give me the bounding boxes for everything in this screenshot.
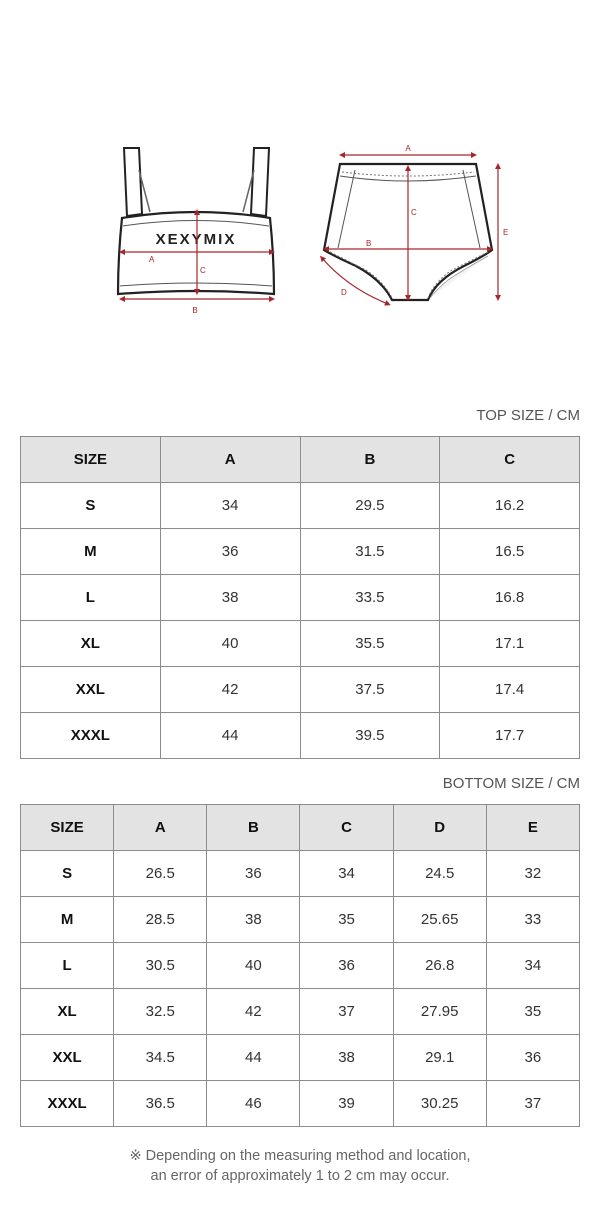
table-cell: 44 bbox=[160, 713, 300, 759]
size-cell: S bbox=[21, 483, 161, 529]
table-cell: 40 bbox=[160, 621, 300, 667]
table-cell: 46 bbox=[207, 1081, 300, 1127]
top-size-caption: TOP SIZE / CM bbox=[476, 407, 580, 424]
table-row bbox=[21, 989, 580, 1035]
table-cell: 24.5 bbox=[393, 851, 486, 897]
column-header: A bbox=[160, 437, 300, 483]
table-cell: 37 bbox=[486, 1081, 579, 1127]
table-row bbox=[21, 713, 580, 759]
table-cell: 42 bbox=[160, 667, 300, 713]
table-cell: 16.8 bbox=[440, 575, 580, 621]
table-cell: 36 bbox=[486, 1035, 579, 1081]
table-cell: 34 bbox=[486, 943, 579, 989]
table-cell: 35 bbox=[486, 989, 579, 1035]
top-label-b: B bbox=[192, 306, 198, 315]
table-cell: 35.5 bbox=[300, 621, 440, 667]
measurement-note bbox=[0, 1146, 600, 1186]
table-row bbox=[21, 897, 580, 943]
table-cell: 36.5 bbox=[114, 1081, 207, 1127]
size-cell: L bbox=[21, 943, 114, 989]
bottom-label-a: A bbox=[405, 144, 411, 153]
column-header: B bbox=[300, 437, 440, 483]
table-row bbox=[21, 1035, 580, 1081]
table-cell: 36 bbox=[160, 529, 300, 575]
table-cell: 16.5 bbox=[440, 529, 580, 575]
table-cell: 26.5 bbox=[114, 851, 207, 897]
table-row bbox=[21, 851, 580, 897]
table-row bbox=[21, 529, 580, 575]
size-cell: M bbox=[21, 897, 114, 943]
table-cell: 27.95 bbox=[393, 989, 486, 1035]
column-header: D bbox=[393, 805, 486, 851]
column-header: B bbox=[207, 805, 300, 851]
column-header: A bbox=[114, 805, 207, 851]
size-cell: XXL bbox=[21, 667, 161, 713]
table-cell: 34.5 bbox=[114, 1035, 207, 1081]
table-header-row bbox=[21, 437, 580, 483]
table-cell: 34 bbox=[300, 851, 393, 897]
size-cell: XL bbox=[21, 989, 114, 1035]
table-cell: 28.5 bbox=[114, 897, 207, 943]
table-cell: 38 bbox=[300, 1035, 393, 1081]
bottom-size-caption: BOTTOM SIZE / CM bbox=[442, 775, 580, 792]
table-cell: 38 bbox=[160, 575, 300, 621]
table-cell: 40 bbox=[207, 943, 300, 989]
table-cell: 30.5 bbox=[114, 943, 207, 989]
table-cell: 29.1 bbox=[393, 1035, 486, 1081]
table-cell: 44 bbox=[207, 1035, 300, 1081]
brand-logo: XEXYMIX bbox=[155, 231, 237, 248]
table-cell: 36 bbox=[207, 851, 300, 897]
table-header-row bbox=[21, 805, 580, 851]
column-header: E bbox=[486, 805, 579, 851]
table-cell: 33 bbox=[486, 897, 579, 943]
table-cell: 17.7 bbox=[440, 713, 580, 759]
bottom-label-b: B bbox=[366, 239, 372, 248]
table-cell: 17.1 bbox=[440, 621, 580, 667]
column-header: C bbox=[300, 805, 393, 851]
table-cell: 35 bbox=[300, 897, 393, 943]
table-cell: 30.25 bbox=[393, 1081, 486, 1127]
size-cell: S bbox=[21, 851, 114, 897]
table-cell: 33.5 bbox=[300, 575, 440, 621]
table-cell: 26.8 bbox=[393, 943, 486, 989]
table-cell: 17.4 bbox=[440, 667, 580, 713]
table-cell: 16.2 bbox=[440, 483, 580, 529]
size-cell: L bbox=[21, 575, 161, 621]
table-cell: 37.5 bbox=[300, 667, 440, 713]
size-cell: XXXL bbox=[21, 713, 161, 759]
column-header: C bbox=[440, 437, 580, 483]
bottom-label-e: E bbox=[503, 228, 509, 237]
size-illustration bbox=[0, 0, 600, 400]
table-cell: 39 bbox=[300, 1081, 393, 1127]
column-header: SIZE bbox=[21, 437, 161, 483]
table-cell: 32 bbox=[486, 851, 579, 897]
note-line: ※ Depending on the measuring method and location, bbox=[129, 1148, 471, 1164]
table-row bbox=[21, 943, 580, 989]
size-cell: XXL bbox=[21, 1035, 114, 1081]
top-garment-drawing bbox=[118, 148, 274, 294]
table-cell: 31.5 bbox=[300, 529, 440, 575]
bottom-label-c: C bbox=[411, 208, 417, 217]
table-cell: 34 bbox=[160, 483, 300, 529]
top-label-a: A bbox=[149, 255, 155, 264]
table-row bbox=[21, 575, 580, 621]
table-cell: 42 bbox=[207, 989, 300, 1035]
table-cell: 25.65 bbox=[393, 897, 486, 943]
top-label-c: C bbox=[200, 266, 206, 275]
note-line: an error of approximately 1 to 2 cm may occur. bbox=[150, 1168, 450, 1184]
top-size-table bbox=[20, 436, 580, 759]
table-cell: 29.5 bbox=[300, 483, 440, 529]
bottom-label-d: D bbox=[341, 288, 347, 297]
table-cell: 39.5 bbox=[300, 713, 440, 759]
table-row bbox=[21, 1081, 580, 1127]
table-cell: 37 bbox=[300, 989, 393, 1035]
size-cell: XXXL bbox=[21, 1081, 114, 1127]
table-row bbox=[21, 621, 580, 667]
table-cell: 32.5 bbox=[114, 989, 207, 1035]
column-header: SIZE bbox=[21, 805, 114, 851]
table-cell: 38 bbox=[207, 897, 300, 943]
size-cell: M bbox=[21, 529, 161, 575]
table-row bbox=[21, 483, 580, 529]
table-row bbox=[21, 667, 580, 713]
size-cell: XL bbox=[21, 621, 161, 667]
bottom-size-table bbox=[20, 804, 580, 1127]
table-cell: 36 bbox=[300, 943, 393, 989]
